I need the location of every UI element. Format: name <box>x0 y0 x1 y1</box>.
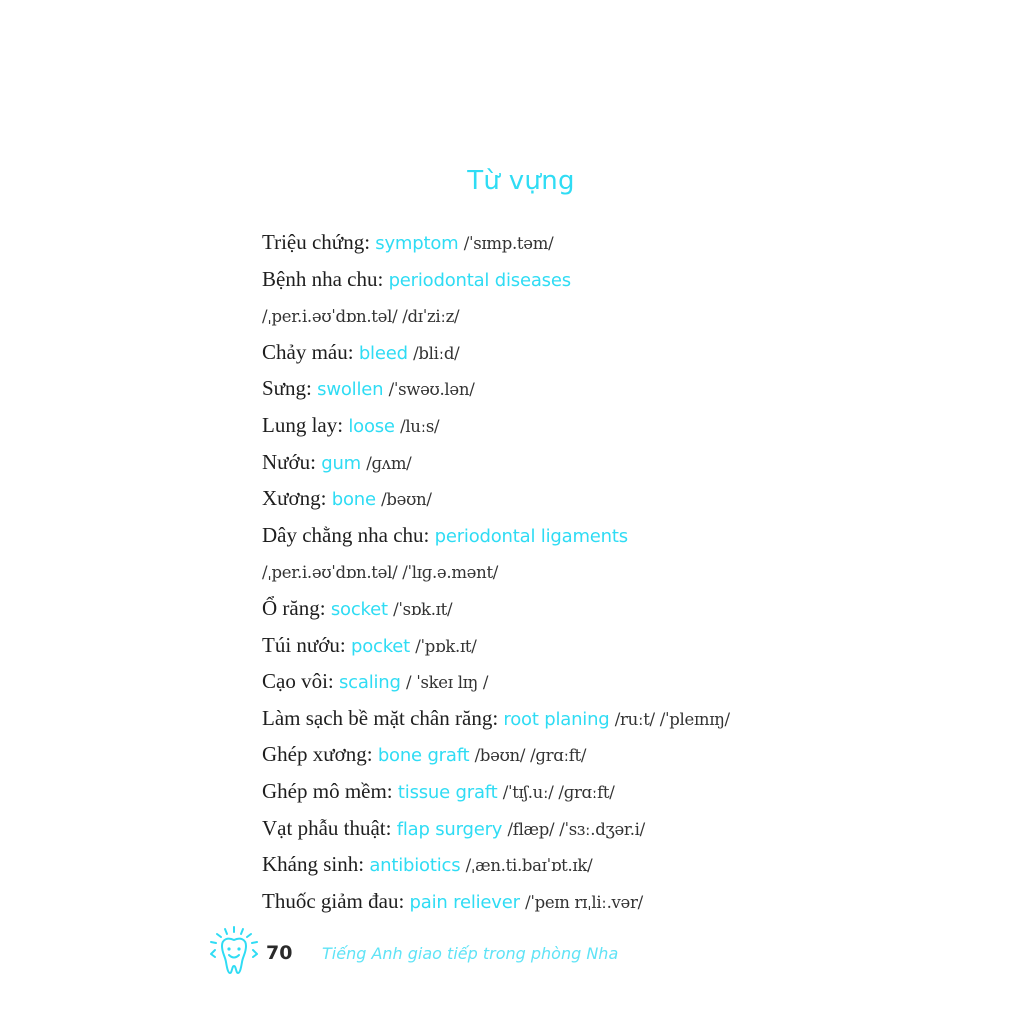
english-term: tissue graft <box>397 781 498 803</box>
page-number: 70 <box>266 942 293 964</box>
list-item <box>262 736 962 773</box>
pronunciation: /ˈpɒk.ɪt/ <box>415 636 477 656</box>
vietnamese-term: Kháng sinh: <box>262 852 365 877</box>
english-term: periodontal diseases <box>388 269 571 291</box>
pronunciation: /ˈpeɪn rɪˌliː.vər/ <box>525 892 643 912</box>
pronunciation: /bəʊn/ <box>381 490 432 510</box>
vietnamese-term: Ghép mô mềm: <box>262 778 393 803</box>
english-term: swollen <box>317 379 384 401</box>
pronunciation: /ˌæn.ti.baɪˈɒt.ɪk/ <box>465 856 593 876</box>
vietnamese-term: Ổ răng: <box>262 595 326 620</box>
pronunciation: /ˈtɪʃ.uː/ /ɡrɑːft/ <box>502 782 615 802</box>
vietnamese-term: Ghép xương: <box>262 742 373 767</box>
page-title: Từ vựng <box>467 166 575 196</box>
vietnamese-term: Túi nướu: <box>262 632 346 657</box>
smiling-tooth-icon <box>206 926 262 978</box>
list-item <box>262 883 962 920</box>
pronunciation: /bəʊn/ /ɡrɑːft/ <box>474 746 587 766</box>
list-item <box>262 810 962 847</box>
list-item <box>262 480 962 517</box>
list-item <box>262 444 962 481</box>
english-term: socket <box>330 598 388 620</box>
pronunciation: / ˈskeɪ lɪŋ / <box>406 673 489 693</box>
english-term: flap surgery <box>396 818 503 840</box>
vietnamese-term: Thuốc giảm đau: <box>262 888 405 913</box>
list-item <box>262 224 962 261</box>
english-term: pain reliever <box>409 891 520 913</box>
list-item <box>262 261 962 298</box>
page-footer <box>206 926 706 982</box>
list-item <box>262 334 962 371</box>
list-item <box>262 663 962 700</box>
english-term: symptom <box>375 233 459 254</box>
list-item <box>262 553 962 590</box>
pronunciation: /ˈswəʊ.lən/ <box>388 380 475 400</box>
vietnamese-term: Sưng: <box>262 376 312 401</box>
english-term: pocket <box>350 635 411 657</box>
vietnamese-term: Vạt phẫu thuật: <box>262 815 392 840</box>
english-term: scaling <box>339 672 401 694</box>
pronunciation: /luːs/ <box>400 416 440 436</box>
list-item <box>262 407 962 444</box>
english-term: bone <box>331 489 376 511</box>
vietnamese-term: Làm sạch bề mặt chân răng: <box>262 705 499 730</box>
vietnamese-term: Dây chằng nha chu: <box>262 522 430 547</box>
english-term: antibiotics <box>369 855 461 877</box>
list-item <box>262 370 962 407</box>
list-item <box>262 700 962 737</box>
pronunciation: /bliːd/ <box>413 343 460 363</box>
list-item <box>262 517 962 554</box>
list-item <box>262 590 962 627</box>
vietnamese-term: Chảy máu: <box>262 339 354 364</box>
vietnamese-term: Lung lay: <box>262 412 344 437</box>
list-item <box>262 773 962 810</box>
vietnamese-term: Triệu chứng: <box>262 230 371 254</box>
english-term: bone graft <box>377 745 470 767</box>
vietnamese-term: Nướu: <box>262 449 316 474</box>
vietnamese-term: Bệnh nha chu: <box>262 266 384 291</box>
pronunciation: /ˈsɒk.ɪt/ <box>393 599 453 619</box>
pronunciation: /ˈsɪmp.təm/ <box>463 234 554 253</box>
list-item <box>262 297 962 334</box>
english-term: loose <box>348 415 395 437</box>
pronunciation: /ɡʌm/ <box>366 453 412 473</box>
pronunciation: /ˌper.i.əʊˈdɒn.təl/ /ˈlɪɡ.ə.mənt/ <box>262 563 499 583</box>
pronunciation: /flæp/ /ˈsɜː.dʒər.i/ <box>507 819 645 839</box>
running-title: Tiếng Anh giao tiếp trong phòng Nha <box>322 944 619 963</box>
pronunciation: /ruːt/ /ˈpleɪnɪŋ/ <box>614 709 730 729</box>
vietnamese-term: Xương: <box>262 486 327 511</box>
vietnamese-term: Cạo vôi: <box>262 669 334 694</box>
list-item <box>262 846 962 883</box>
list-item <box>262 627 962 664</box>
english-term: periodontal ligaments <box>434 525 628 547</box>
vocabulary-list <box>262 224 962 919</box>
english-term: bleed <box>358 342 408 364</box>
english-term: gum <box>321 452 362 474</box>
pronunciation: /ˌper.i.əʊˈdɒn.təl/ /dɪˈziːz/ <box>262 307 460 327</box>
english-term: root planing <box>503 708 610 730</box>
